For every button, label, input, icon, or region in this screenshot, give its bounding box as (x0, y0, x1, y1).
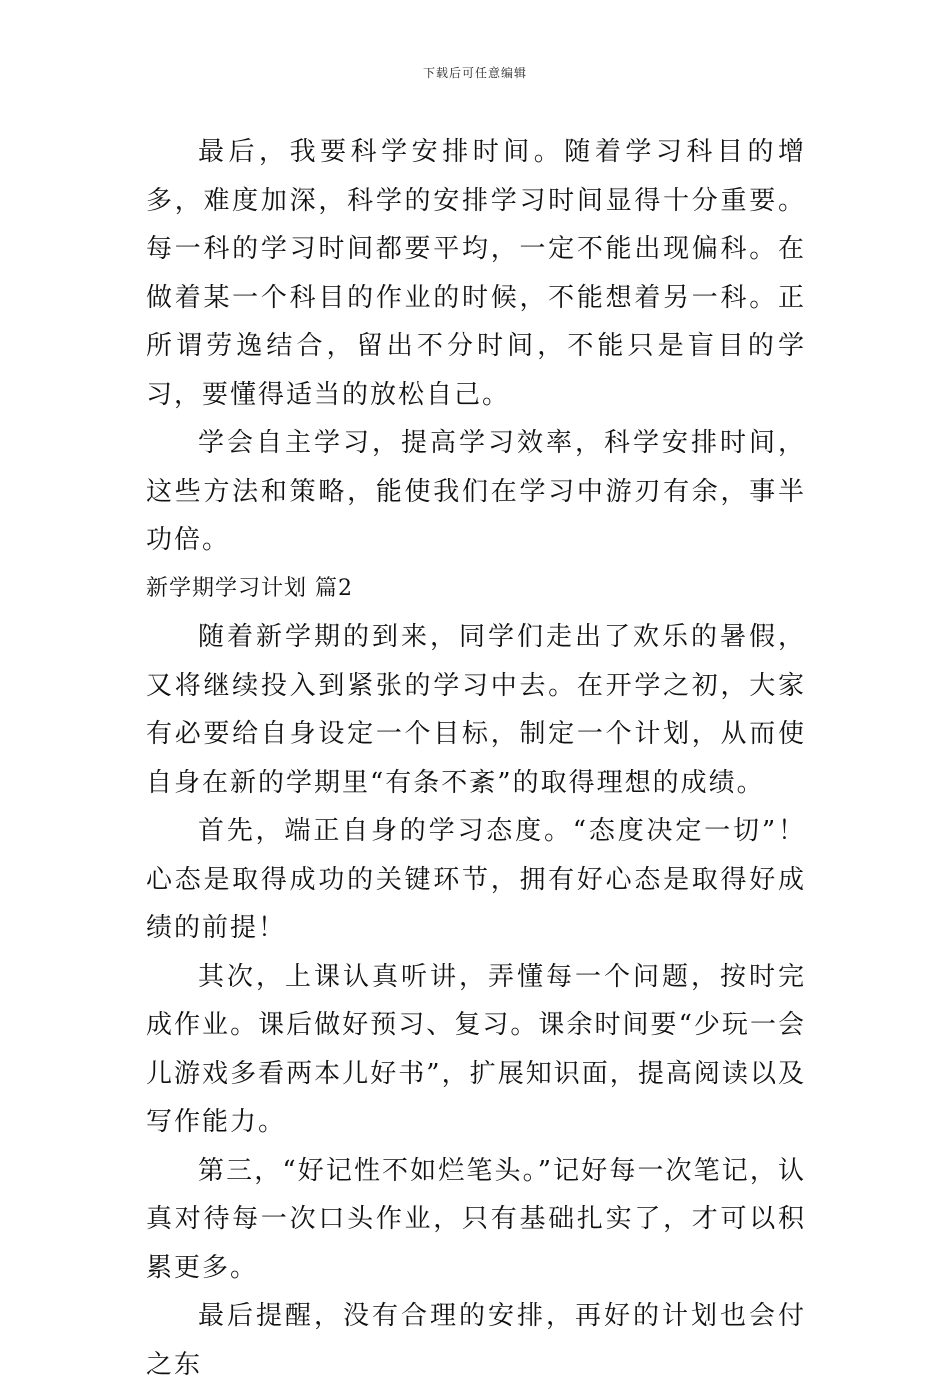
paragraph: 最后，我要科学安排时间。随着学习科目的增多，难度加深，科学的安排学习时间显得十分重要。每一科的学习时间都要平均，一定不能出现偏科。在做着某一个科目的作业的时候，不能想着另一科。正所谓劳逸结合，留出不分时间，不能只是盲目的学习，要懂得适当的放松自己。 (146, 137, 806, 410)
paragraph: 第三，“好记性不如烂笔头。”记好每一次笔记，认真对待每一次口头作业，只有基础扎实了，才可以积累更多。 (146, 1155, 806, 1283)
paragraph: 最后提醒，没有合理的安排，再好的计划也会付之东 (146, 1301, 806, 1380)
paragraph: 首先，端正自身的学习态度。“态度决定一切”！心态是取得成功的关键环节，拥有好心态是取得好成绩的前提！ (146, 816, 806, 943)
paragraph: 学会自主学习，提高学习效率，科学安排时间，这些方法和策略，能使我们在学习中游刃有余，事半功倍。 (146, 428, 806, 555)
header-note: 下载后可任意编辑 (422, 66, 527, 80)
section-title: 新学期学习计划 篇2 (146, 575, 353, 601)
document-body (146, 128, 806, 1389)
paragraph: 随着新学期的到来，同学们走出了欢乐的暑假，又将继续投入到紧张的学习中去。在开学之初，大家有必要给自身设定一个目标，制定一个计划，从而使自身在新的学期里“有条不紊”的取得理想的成绩。 (146, 622, 806, 798)
paragraph: 其次，上课认真听讲，弄懂每一个问题，按时完成作业。课后做好预习、复习。课余时间要“少玩一会儿游戏多看两本儿好书”，扩展知识面，提高阅读以及写作能力。 (146, 961, 806, 1137)
